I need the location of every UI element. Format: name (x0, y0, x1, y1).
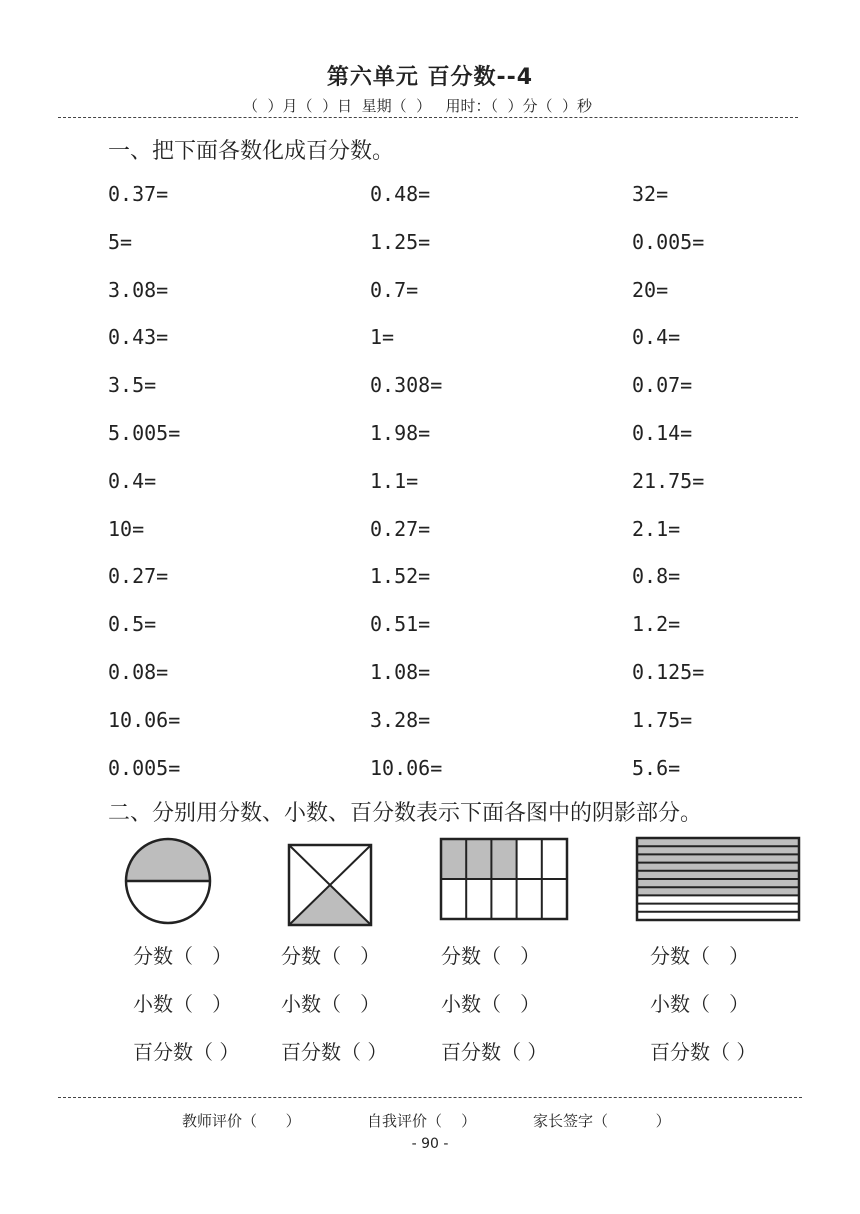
exercise-item: 0.27= (370, 517, 431, 541)
exercise-item: 0.48= (370, 182, 431, 206)
grid-shaded-cell (441, 839, 466, 879)
page-number: - 90 - (411, 1136, 449, 1152)
square-x-figure (287, 843, 373, 927)
exercise-item: 0.4= (632, 325, 681, 349)
exercise-item: 0.7= (370, 278, 419, 302)
exercise-item: 0.125= (632, 660, 705, 684)
exercise-item: 1.75= (632, 708, 693, 732)
shaded-stripe (637, 887, 799, 895)
exercise-item: 5.6= (632, 756, 681, 780)
exercise-item: 3.08= (108, 278, 169, 302)
exercise-item: 0.308= (370, 373, 443, 397)
fig1-percent-label: 百分数（ ） (133, 1040, 240, 1064)
exercise-item: 0.005= (108, 756, 181, 780)
grid-shaded-cell (466, 839, 491, 879)
footer-divider (58, 1097, 802, 1098)
exercise-item: 3.5= (108, 373, 157, 397)
exercise-item: 0.005= (632, 230, 705, 254)
exercise-item: 1.1= (370, 469, 419, 493)
exercise-item: 0.5= (108, 612, 157, 636)
exercise-item: 1.25= (370, 230, 431, 254)
page-title: 第六单元 百分数--4 (326, 65, 534, 90)
date-time-line (58, 95, 798, 118)
exercise-item: 0.08= (108, 660, 169, 684)
striped-rectangle-figure (635, 836, 801, 922)
grid-shaded-cell (491, 839, 516, 879)
square-shaded-triangle (289, 885, 371, 925)
exercise-item: 2.1= (632, 517, 681, 541)
shaded-stripe (637, 854, 799, 862)
exercise-item: 0.4= (108, 469, 157, 493)
circle-figure (124, 837, 212, 927)
section-2-heading: 二、分别用分数、小数、百分数表示下面各图中的阴影部分。 (108, 801, 703, 826)
exercise-item: 1= (370, 325, 395, 349)
exercise-item: 10.06= (370, 756, 443, 780)
fig3-fraction-label: 分数（ ） (441, 944, 541, 968)
exercise-item: 10.06= (108, 708, 181, 732)
shaded-stripe (637, 863, 799, 871)
exercise-item: 1.08= (370, 660, 431, 684)
exercise-item: 10= (108, 517, 145, 541)
fig4-fraction-label: 分数（ ） (650, 944, 750, 968)
circle-shaded-half (126, 839, 210, 881)
grid-figure (439, 837, 569, 921)
self-evaluation: 自我评价（ ） (367, 1112, 477, 1130)
exercise-item: 1.98= (370, 421, 431, 445)
exercise-item: 3.28= (370, 708, 431, 732)
section-1-heading: 一、把下面各数化成百分数。 (108, 139, 395, 164)
fig2-decimal-label: 小数（ ） (281, 992, 381, 1016)
fig1-fraction-label: 分数（ ） (133, 944, 233, 968)
exercise-item: 0.8= (632, 564, 681, 588)
exercise-item: 0.37= (108, 182, 169, 206)
exercise-item: 5= (108, 230, 133, 254)
fig3-percent-label: 百分数（ ） (441, 1040, 548, 1064)
parent-signature: 家长签字（ ） (533, 1112, 671, 1130)
exercise-item: 0.43= (108, 325, 169, 349)
fig2-percent-label: 百分数（ ） (281, 1040, 388, 1064)
fig2-fraction-label: 分数（ ） (281, 944, 381, 968)
exercise-item: 0.27= (108, 564, 169, 588)
exercise-item: 5.005= (108, 421, 181, 445)
shaded-stripe (637, 846, 799, 854)
teacher-evaluation: 教师评价（ ） (182, 1112, 301, 1130)
exercise-item: 1.2= (632, 612, 681, 636)
exercise-item: 21.75= (632, 469, 705, 493)
shaded-stripe (637, 871, 799, 879)
fig4-decimal-label: 小数（ ） (650, 992, 750, 1016)
fig1-decimal-label: 小数（ ） (133, 992, 233, 1016)
shaded-stripe (637, 879, 799, 887)
exercise-item: 32= (632, 182, 669, 206)
date-time-fields: （ ）月（ ）日 星期（ ） 用时：（ ）分（ ）秒 (243, 97, 593, 115)
exercise-item: 0.14= (632, 421, 693, 445)
exercise-item: 0.51= (370, 612, 431, 636)
fig3-decimal-label: 小数（ ） (441, 992, 541, 1016)
fig4-percent-label: 百分数（ ） (650, 1040, 757, 1064)
exercise-item: 1.52= (370, 564, 431, 588)
exercise-item: 20= (632, 278, 669, 302)
exercise-item: 0.07= (632, 373, 693, 397)
